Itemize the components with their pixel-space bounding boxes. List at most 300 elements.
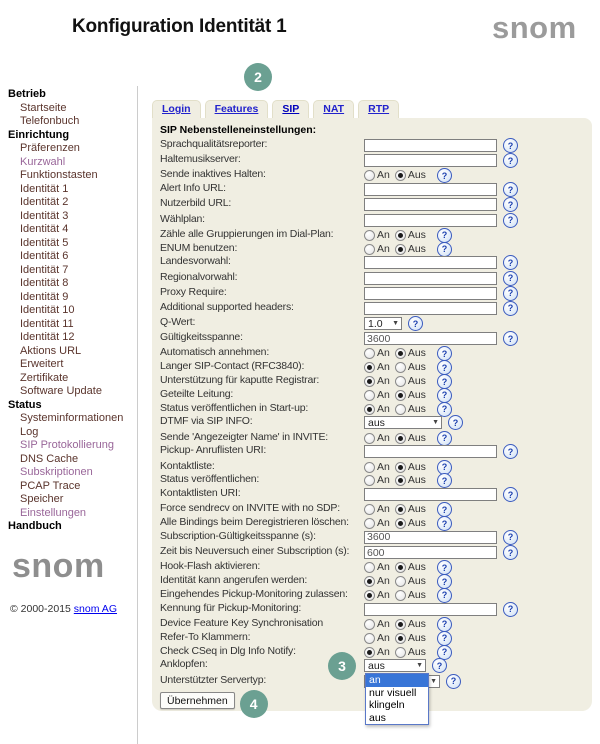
field-control: [364, 331, 518, 346]
radio-label-an: An: [377, 503, 390, 516]
kontaktliste-radio-aus[interactable]: [395, 462, 406, 473]
alle-bindings-beim-deregistrieren-l-schen-radio-aus[interactable]: [395, 518, 406, 529]
sende-inaktives-halten-radio-aus[interactable]: [395, 170, 406, 181]
help-icon[interactable]: ?: [437, 228, 452, 243]
sidebar-item-identit-t-2[interactable]: Identität 2: [20, 196, 69, 208]
help-icon[interactable]: ?: [503, 444, 518, 459]
check-cseq-in-dlg-info-notify-radio-aus[interactable]: [395, 647, 406, 658]
radio-group: [364, 503, 431, 516]
dropdown-option-nur-visuell[interactable]: nur visuell: [369, 686, 417, 699]
z-hle-alle-gruppierungen-im-dial-plan-radio-aus[interactable]: [395, 230, 406, 241]
help-icon[interactable]: ?: [408, 316, 423, 331]
radio-label-aus: Aus: [407, 431, 426, 444]
field-label-status-ver-ffentlichen-in-start-up: Status veröffentlichen in Start-up:: [160, 401, 309, 414]
status-ver-ffentlichen-in-start-up-radio-an[interactable]: [364, 404, 375, 415]
kontaktliste-radio-an[interactable]: [364, 462, 375, 473]
help-icon[interactable]: ?: [503, 182, 518, 197]
form-row: [160, 473, 584, 487]
field-control: [364, 168, 452, 183]
annotation-badge-3: 3: [328, 652, 356, 680]
unterst-tzung-f-r-kaputte-registrar-radio-an[interactable]: [364, 376, 375, 387]
alle-bindings-beim-deregistrieren-l-schen-radio-an[interactable]: [364, 518, 375, 529]
field-control: [364, 530, 518, 545]
radio-label-aus: Aus: [407, 517, 426, 530]
sidebar-section-einrichtung: Einrichtung: [8, 128, 70, 141]
field-control: [364, 182, 518, 197]
field-label-geteilte-leitung: Geteilte Leitung:: [160, 387, 234, 400]
field-label-alert-info-url: Alert Info URL:: [160, 182, 226, 195]
radio-group: [364, 517, 431, 530]
radio-group: [364, 432, 431, 445]
field-control: [364, 415, 463, 430]
sidebar-item-pr-ferenzen[interactable]: Präferenzen: [20, 142, 80, 154]
identit-t-kann-angerufen-werden-radio-aus[interactable]: [395, 576, 406, 587]
additional-supported-headers-input[interactable]: [364, 302, 497, 315]
form-row: [160, 182, 584, 197]
copyright-text: © 2000-2015: [10, 602, 74, 615]
form-row: [160, 487, 584, 502]
sidebar-item-dns-cache[interactable]: DNS Cache: [20, 452, 79, 465]
form-section-heading: SIP Nebenstelleneinstellungen:: [160, 124, 317, 136]
radio-label-aus: Aus: [407, 474, 426, 487]
form-row: [160, 331, 584, 346]
w-hlplan-input[interactable]: [364, 214, 497, 227]
help-icon[interactable]: ?: [503, 286, 518, 301]
radio-label-an: An: [377, 228, 390, 241]
form-row: [160, 153, 584, 168]
help-icon[interactable]: ?: [437, 560, 452, 575]
settings-panel: [152, 118, 592, 724]
sidebar-item-identit-t-11[interactable]: Identität 11: [20, 317, 74, 330]
field-control: [364, 346, 452, 361]
sidebar-item-identit-t-1[interactable]: Identität 1: [20, 182, 69, 195]
field-control: [364, 588, 452, 603]
help-icon[interactable]: ?: [437, 502, 452, 517]
help-icon[interactable]: ?: [437, 617, 452, 632]
pickup-anruflisten-uri-input[interactable]: [364, 445, 497, 458]
radio-group: [364, 474, 431, 487]
form-row: [160, 228, 584, 242]
help-icon[interactable]: ?: [437, 574, 452, 589]
sidebar-item-aktions-url[interactable]: Aktions URL: [20, 344, 82, 357]
help-icon[interactable]: ?: [503, 487, 518, 502]
force-sendrecv-on-invite-with-no-sdp-radio-aus[interactable]: [395, 504, 406, 515]
radio-label-an: An: [377, 347, 390, 360]
page-title: Konfiguration Identität 1: [72, 16, 287, 37]
help-icon[interactable]: ?: [432, 658, 447, 673]
sidebar-item-identit-t-6[interactable]: Identität 6: [20, 250, 69, 262]
form-row: [160, 574, 584, 588]
sidebar: [8, 88, 134, 615]
field-control: [364, 138, 518, 153]
radio-group: [364, 403, 431, 416]
automatisch-annehmen-radio-aus[interactable]: [395, 348, 406, 359]
refer-to-klammern-radio-aus[interactable]: [395, 633, 406, 644]
sidebar-item-subskriptionen[interactable]: Subskriptionen: [20, 466, 93, 478]
form-row: [160, 346, 584, 360]
tab-label: Login: [162, 103, 191, 115]
sidebar-item-systeminformationen[interactable]: Systeminformationen: [20, 412, 124, 424]
sende-angezeigter-name-in-invite-radio-aus[interactable]: [395, 433, 406, 444]
help-icon[interactable]: ?: [437, 631, 452, 646]
sidebar-item-telefonbuch[interactable]: Telefonbuch: [20, 115, 80, 127]
field-label-unterst-tzter-servertyp: Unterstützter Servertyp:: [160, 673, 267, 686]
help-icon[interactable]: ?: [437, 242, 452, 257]
field-label-subscription-g-ltigkeitsspanne-s: Subscription-Gültigkeitsspanne (s):: [160, 529, 316, 542]
field-label-sende-angezeigter-name-in-invite: Sende 'Angezeigter Name' in INVITE:: [160, 430, 329, 443]
radio-label-an: An: [377, 517, 390, 530]
anklopfen-dropdown-list: [365, 673, 429, 725]
device-feature-key-synchronisation-radio-an[interactable]: [364, 619, 375, 630]
form-row: [160, 255, 584, 270]
field-control: [364, 617, 452, 632]
help-icon[interactable]: ?: [437, 360, 452, 375]
radio-label-an: An: [377, 631, 390, 644]
q-wert-select[interactable]: [364, 317, 402, 330]
sidebar-item-startseite[interactable]: Startseite: [20, 101, 67, 114]
field-label-langer-sip-contact-rfc3840: Langer SIP-Contact (RFC3840):: [160, 360, 305, 373]
form-row: [160, 588, 584, 602]
sidebar-item-identit-t-8[interactable]: Identität 8: [20, 277, 69, 289]
field-label-z-hle-alle-gruppierungen-im-dial-plan: Zähle alle Gruppierungen im Dial-Plan:: [160, 227, 334, 240]
help-icon[interactable]: ?: [503, 138, 518, 153]
field-label-anklopfen: Anklopfen:: [160, 658, 208, 671]
radio-group: [364, 646, 431, 659]
langer-sip-contact-rfc3840-radio-aus[interactable]: [395, 362, 406, 373]
help-icon[interactable]: ?: [437, 516, 452, 531]
geteilte-leitung-radio-an[interactable]: [364, 390, 375, 401]
field-control: [364, 545, 518, 560]
check-cseq-in-dlg-info-notify-radio-an[interactable]: [364, 647, 375, 658]
field-control: [364, 213, 518, 228]
device-feature-key-synchronisation-radio-aus[interactable]: [395, 619, 406, 630]
radio-label-aus: Aus: [407, 347, 426, 360]
select-arrow-icon: ▼: [416, 662, 423, 670]
automatisch-annehmen-radio-an[interactable]: [364, 348, 375, 359]
sidebar-item-sip-protokollierung[interactable]: SIP Protokollierung: [20, 439, 114, 451]
select-value: 1.0: [368, 317, 383, 330]
proxy-require-input[interactable]: [364, 287, 497, 300]
snom-logo: snom: [492, 10, 577, 45]
tab-sip[interactable]: [272, 100, 309, 120]
field-control: [364, 271, 518, 286]
eingehendes-pickup-monitoring-zulassen-radio-an[interactable]: [364, 590, 375, 601]
alert-info-url-input[interactable]: [364, 183, 497, 196]
field-label-device-feature-key-synchronisation: Device Feature Key Synchronisation: [160, 616, 324, 629]
help-icon[interactable]: ?: [503, 545, 518, 560]
tab-label: NAT: [323, 103, 345, 115]
radio-label-an: An: [377, 375, 390, 388]
radio-label-an: An: [377, 402, 390, 415]
field-label-sprachqualit-tsreporter: Sprachqualitätsreporter:: [160, 138, 268, 150]
field-control: [338, 658, 447, 724]
field-label-nutzerbild-url: Nutzerbild URL:: [160, 197, 232, 210]
field-label-refer-to-klammern: Refer-To Klammern:: [160, 630, 251, 643]
tab-nat[interactable]: [313, 100, 354, 120]
help-icon[interactable]: ?: [503, 255, 518, 270]
apply-button[interactable]: Übernehmen: [160, 692, 235, 709]
form-row: [160, 286, 584, 301]
field-control: [364, 388, 452, 403]
force-sendrecv-on-invite-with-no-sdp-radio-an[interactable]: [364, 504, 375, 515]
identit-t-kann-angerufen-werden-radio-an[interactable]: [364, 576, 375, 587]
sidebar-item-identit-t-12[interactable]: Identität 12: [20, 331, 75, 343]
select-value: aus: [368, 416, 385, 429]
radio-label-aus: Aus: [407, 361, 426, 374]
radio-label-aus: Aus: [407, 617, 426, 630]
form-row: [160, 444, 584, 459]
sidebar-item-identit-t-4[interactable]: Identität 4: [20, 223, 69, 235]
sende-inaktives-halten-radio-an[interactable]: [364, 170, 375, 181]
field-label-unterst-tzung-f-r-kaputte-registrar: Unterstützung für kaputte Registrar:: [160, 374, 320, 387]
help-icon[interactable]: ?: [437, 388, 452, 403]
radio-label-aus: Aus: [407, 575, 426, 588]
form-row: [160, 316, 584, 331]
tab-bar: [152, 99, 592, 118]
dropdown-option-klingeln[interactable]: klingeln: [369, 699, 405, 712]
sidebar-item-kurzwahl[interactable]: Kurzwahl: [20, 155, 66, 168]
tab-rtp[interactable]: [358, 100, 399, 120]
form-row: [160, 545, 584, 560]
kennung-f-r-pickup-monitoring-input[interactable]: [364, 603, 497, 616]
field-control: [364, 602, 518, 617]
field-control: [364, 228, 452, 243]
field-control: [364, 374, 452, 389]
sidebar-item-funktionstasten[interactable]: Funktionstasten: [20, 169, 98, 181]
field-label-eingehendes-pickup-monitoring-zulassen: Eingehendes Pickup-Monitoring zulassen:: [160, 587, 348, 600]
radio-label-an: An: [377, 617, 390, 630]
radio-label-aus: Aus: [407, 228, 426, 241]
sidebar-item-identit-t-5[interactable]: Identität 5: [20, 236, 69, 249]
select-value: aus: [368, 659, 385, 672]
help-icon[interactable]: ?: [503, 331, 518, 346]
sprachqualit-tsreporter-input[interactable]: [364, 139, 497, 152]
status-ver-ffentlichen-in-start-up-radio-aus[interactable]: [395, 404, 406, 415]
eingehendes-pickup-monitoring-zulassen-radio-aus[interactable]: [395, 590, 406, 601]
field-control: [364, 286, 518, 301]
enum-benutzen-radio-aus[interactable]: [395, 244, 406, 255]
landesvorwahl-input[interactable]: [364, 256, 497, 269]
radio-label-aus: Aus: [407, 561, 426, 574]
field-label-kennung-f-r-pickup-monitoring: Kennung für Pickup-Monitoring:: [160, 601, 302, 614]
langer-sip-contact-rfc3840-radio-an[interactable]: [364, 362, 375, 373]
sidebar-item-identit-t-10[interactable]: Identität 10: [20, 304, 75, 316]
copyright: [10, 603, 134, 615]
main-content: [152, 99, 592, 724]
z-hle-alle-gruppierungen-im-dial-plan-radio-an[interactable]: [364, 230, 375, 241]
field-label-pickup-anruflisten-uri: Pickup- Anruflisten URI:: [160, 444, 267, 457]
help-icon[interactable]: ?: [503, 530, 518, 545]
help-icon[interactable]: ?: [503, 602, 518, 617]
tab-login[interactable]: [152, 100, 201, 120]
select-arrow-icon: ▼: [432, 419, 439, 427]
field-label-q-wert: Q-Wert:: [160, 316, 196, 329]
form-row: [160, 560, 584, 574]
radio-group: [364, 361, 431, 374]
form-row: [160, 360, 584, 374]
field-control: [364, 473, 452, 488]
field-label-haltemusikserver: Haltemusikserver:: [160, 153, 241, 166]
form-row: [160, 213, 584, 228]
form-row: [160, 617, 584, 631]
help-icon[interactable]: ?: [437, 374, 452, 389]
radio-label-aus: Aus: [407, 169, 426, 182]
form-row: [160, 502, 584, 516]
tab-label: SIP: [282, 103, 300, 115]
radio-group: [364, 589, 431, 602]
radio-label-an: An: [377, 588, 390, 601]
radio-group: [364, 375, 431, 388]
help-icon[interactable]: ?: [503, 213, 518, 228]
field-control: [364, 631, 452, 646]
unterst-tzung-f-r-kaputte-registrar-radio-aus[interactable]: [395, 376, 406, 387]
radio-label-aus: Aus: [407, 388, 426, 401]
radio-label-aus: Aus: [407, 645, 426, 658]
radio-label-aus: Aus: [407, 631, 426, 644]
help-icon[interactable]: ?: [448, 415, 463, 430]
subscription-g-ltigkeitsspanne-s-input[interactable]: [364, 531, 497, 544]
sidebar-item-erweitert[interactable]: Erweitert: [20, 358, 64, 370]
form-row: [160, 168, 584, 182]
hook-flash-aktivieren-radio-an[interactable]: [364, 562, 375, 573]
form-row: [160, 388, 584, 402]
dropdown-option-aus[interactable]: aus: [369, 711, 386, 724]
help-icon[interactable]: ?: [446, 674, 461, 689]
form-row: [160, 645, 584, 659]
radio-label-an: An: [377, 575, 390, 588]
regionalvorwahl-input[interactable]: [364, 272, 497, 285]
sidebar-nav: [8, 88, 134, 534]
field-label-force-sendrecv-on-invite-with-no-sdp: Force sendrecv on INVITE with no SDP:: [160, 502, 340, 515]
geteilte-leitung-radio-aus[interactable]: [395, 390, 406, 401]
tab-label: RTP: [368, 103, 390, 115]
radio-label-an: An: [377, 460, 390, 473]
field-label-g-ltigkeitsspanne: Gültigkeitsspanne:: [160, 331, 243, 344]
form-row: [160, 138, 584, 153]
field-label-additional-supported-headers: Additional supported headers:: [160, 300, 294, 313]
radio-label-aus: Aus: [407, 503, 426, 516]
form-row: [160, 460, 584, 474]
help-icon[interactable]: ?: [437, 588, 452, 603]
field-label-alle-bindings-beim-deregistrieren-l-schen: Alle Bindings beim Deregistrieren löschen:: [160, 516, 349, 529]
field-label-automatisch-annehmen: Automatisch annehmen:: [160, 346, 270, 359]
form-row: [160, 415, 584, 430]
field-label-regionalvorwahl: Regionalvorwahl:: [160, 270, 238, 283]
field-label-zeit-bis-neuversuch-einer-subscription-s: Zeit bis Neuversuch einer Subscription (s):: [160, 545, 350, 558]
refer-to-klammern-radio-an[interactable]: [364, 633, 375, 644]
field-control: [364, 460, 452, 475]
help-icon[interactable]: ?: [503, 153, 518, 168]
help-icon[interactable]: ?: [503, 301, 518, 316]
g-ltigkeitsspanne-input[interactable]: [364, 332, 497, 345]
help-icon[interactable]: ?: [437, 473, 452, 488]
form-row: [160, 402, 584, 416]
field-control: [364, 574, 452, 589]
field-control: [364, 316, 423, 331]
radio-label-an: An: [377, 431, 390, 444]
field-label-hook-flash-aktivieren: Hook-Flash aktivieren:: [160, 560, 261, 573]
kontaktlisten-uri-input[interactable]: [364, 488, 497, 501]
help-icon[interactable]: ?: [503, 197, 518, 212]
haltemusikserver-input[interactable]: [364, 154, 497, 167]
help-icon[interactable]: ?: [503, 271, 518, 286]
help-icon[interactable]: ?: [437, 431, 452, 446]
sidebar-item-zertifikate[interactable]: Zertifikate: [20, 371, 69, 384]
field-control: [364, 360, 452, 375]
radio-label-aus: Aus: [407, 460, 426, 473]
field-control: [364, 431, 452, 446]
field-control: [364, 402, 452, 417]
field-label-proxy-require: Proxy Require:: [160, 285, 227, 298]
enum-benutzen-radio-an[interactable]: [364, 244, 375, 255]
radio-group: [364, 618, 431, 631]
help-icon[interactable]: ?: [437, 460, 452, 475]
sidebar-item-speicher[interactable]: Speicher: [20, 493, 64, 505]
sidebar-item-software-update[interactable]: Software Update: [20, 385, 102, 397]
field-control: [364, 560, 452, 575]
form-row: [160, 631, 584, 645]
copyright-link[interactable]: snom AG: [73, 602, 117, 615]
form-row: [160, 602, 584, 617]
status-ver-ffentlichen-radio-an[interactable]: [364, 475, 375, 486]
select-arrow-icon: ▼: [430, 677, 437, 685]
radio-label-an: An: [377, 169, 390, 182]
field-control: [364, 153, 518, 168]
sidebar-item-identit-t-9[interactable]: Identität 9: [20, 290, 69, 303]
status-ver-ffentlichen-radio-aus[interactable]: [395, 475, 406, 486]
help-icon[interactable]: ?: [437, 645, 452, 660]
form-row: [160, 271, 584, 286]
sidebar-item-log[interactable]: Log: [20, 425, 39, 438]
hook-flash-aktivieren-radio-aus[interactable]: [395, 562, 406, 573]
sidebar-item-identit-t-7[interactable]: Identität 7: [20, 263, 69, 276]
form-row: [160, 197, 584, 212]
anklopfen-select[interactable]: [338, 658, 426, 724]
sidebar-item-identit-t-3[interactable]: Identität 3: [20, 209, 69, 222]
radio-label-an: An: [377, 474, 390, 487]
sidebar-divider: [137, 86, 138, 744]
help-icon[interactable]: ?: [437, 402, 452, 417]
annotation-badge-2: 2: [244, 63, 272, 91]
field-control: [364, 645, 452, 660]
field-control: [364, 502, 452, 517]
radio-group: [364, 243, 431, 256]
select-arrow-icon: ▼: [392, 320, 399, 328]
help-icon[interactable]: ?: [437, 346, 452, 361]
dtmf-via-sip-info-select[interactable]: [364, 416, 442, 429]
form-row: [160, 301, 584, 316]
field-control: [364, 255, 518, 270]
field-control: [364, 197, 518, 212]
radio-group: [364, 575, 431, 588]
annotation-badge-4: 4: [240, 690, 268, 718]
zeit-bis-neuversuch-einer-subscription-s-input[interactable]: [364, 546, 497, 559]
sidebar-item-einstellungen[interactable]: Einstellungen: [20, 506, 87, 519]
radio-group: [364, 169, 431, 182]
nutzerbild-url-input[interactable]: [364, 198, 497, 211]
tab-features[interactable]: [205, 100, 269, 120]
radio-label-aus: Aus: [407, 588, 426, 601]
radio-group: [364, 347, 431, 360]
dropdown-option-an[interactable]: an: [366, 674, 428, 687]
sidebar-item-pcap-trace[interactable]: PCAP Trace: [20, 479, 81, 492]
field-control: [364, 487, 518, 502]
field-control: [364, 444, 518, 459]
help-icon[interactable]: ?: [437, 168, 452, 183]
form-row: [160, 530, 584, 545]
sende-angezeigter-name-in-invite-radio-an[interactable]: [364, 433, 375, 444]
sidebar-snom-logo: snom: [12, 546, 105, 585]
